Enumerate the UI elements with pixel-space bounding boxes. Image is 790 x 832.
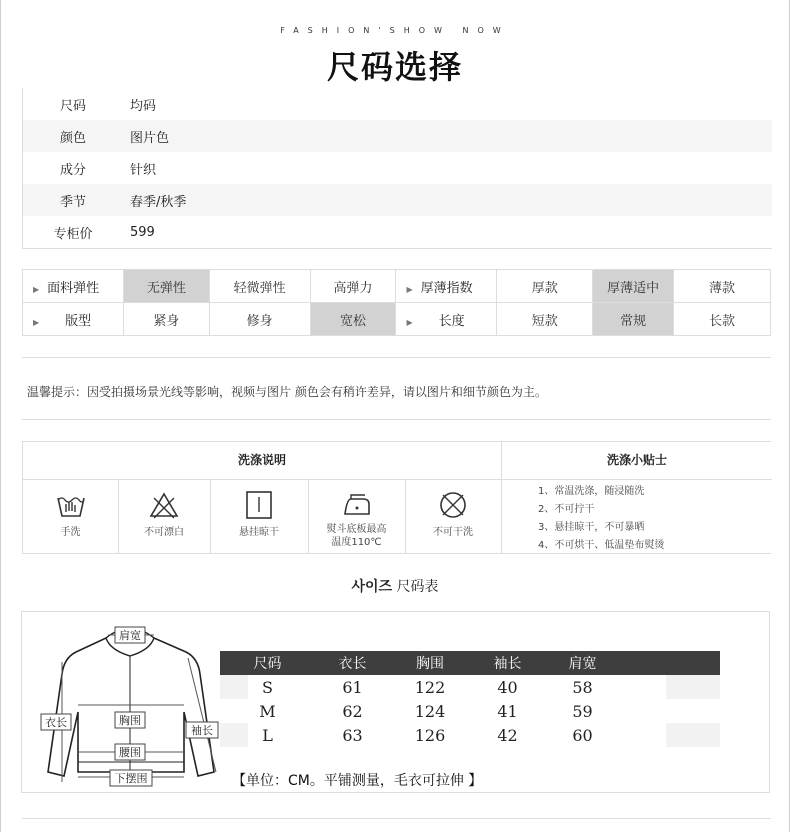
fit-option: 紧身 — [123, 303, 209, 336]
size-cell: 59 — [572, 701, 593, 721]
elasticity-option: 无弹性 — [123, 270, 209, 303]
size-table-header — [220, 651, 720, 675]
info-value: 均码 — [130, 98, 157, 114]
info-row — [23, 184, 772, 216]
length-header: ▶ 长度 — [396, 303, 497, 336]
size-cell: 124 — [414, 701, 446, 721]
size-cell: S — [262, 677, 273, 697]
size-row — [220, 675, 720, 699]
length-option: 常规 — [593, 303, 674, 336]
triangle-right-icon: ▶ — [33, 284, 40, 294]
care-item-hang-dry — [210, 479, 309, 554]
size-cell: 63 — [342, 725, 363, 745]
length-label: 衣长 — [45, 716, 67, 729]
size-cell: 41 — [497, 701, 518, 721]
page-title: 尺码选择 — [326, 48, 463, 86]
thickness-option: 厚薄适中 — [593, 270, 674, 303]
thickness-header: ▶ 厚薄指数 — [396, 270, 497, 303]
triangle-right-icon: ▶ — [406, 317, 413, 327]
size-cell: 40 — [497, 677, 518, 697]
left-border — [0, 0, 1, 832]
size-header-cell: 衣长 — [338, 656, 367, 672]
size-table — [220, 651, 720, 747]
info-row — [23, 216, 772, 248]
care-item-no-bleach — [118, 479, 211, 554]
care-label: 熨斗底板最高 温度110℃ — [326, 524, 387, 548]
care-tip: 1、常温洗涤，随浸随洗 — [538, 486, 645, 497]
size-cell: M — [259, 701, 276, 721]
shoulder-label: 肩宽 — [119, 629, 141, 642]
elasticity-header: ▶ 面料弹性 — [23, 270, 124, 303]
attribute-row — [23, 270, 771, 303]
size-header-cell: 胸围 — [416, 656, 444, 672]
thickness-option: 薄款 — [674, 270, 771, 303]
unit-note: 【单位：CM。平铺测量，毛衣可拉伸 】 — [232, 773, 483, 789]
hang-dry-icon — [243, 490, 275, 520]
iron-icon — [341, 490, 373, 520]
info-row — [23, 88, 772, 120]
info-row — [23, 120, 772, 152]
info-value: 图片色 — [130, 130, 170, 146]
size-row — [220, 699, 720, 723]
sleeve-label: 袖长 — [191, 724, 213, 737]
fit-option: 修身 — [209, 303, 310, 336]
info-value: 春季/秋季 — [130, 194, 187, 210]
divider — [22, 419, 771, 420]
care-tip: 2、不可拧干 — [538, 504, 595, 515]
attribute-row — [23, 303, 771, 336]
care-section — [22, 441, 771, 554]
elasticity-option: 轻微弹性 — [209, 270, 310, 303]
care-title: 洗涤说明 — [23, 442, 501, 480]
care-tip: 4、不可烘干、低温垫布熨烫 — [538, 540, 665, 551]
info-row — [23, 152, 772, 184]
care-label: 悬挂晾干 — [239, 527, 279, 538]
hem-label: 下摆围 — [114, 772, 148, 785]
triangle-right-icon: ▶ — [406, 284, 413, 294]
header-subtitle: FASHION'SHOW NOW — [280, 26, 510, 35]
thickness-option: 厚款 — [497, 270, 593, 303]
size-header-cell: 尺码 — [253, 656, 282, 672]
size-cell: 122 — [414, 677, 446, 697]
size-cell: L — [262, 725, 273, 745]
care-item-no-dry-clean — [405, 479, 502, 554]
info-value: 针织 — [130, 162, 157, 178]
hand-wash-icon — [55, 490, 87, 520]
length-option: 短款 — [497, 303, 593, 336]
care-tip: 3、悬挂晾干，不可暴晒 — [538, 522, 645, 533]
size-cell: 126 — [414, 725, 446, 745]
care-item-hand-wash — [23, 479, 119, 554]
size-cell: 42 — [497, 725, 518, 745]
product-info-table — [22, 88, 772, 249]
info-key: 专柜价 — [53, 226, 93, 242]
size-row — [220, 723, 720, 747]
care-item-iron — [308, 479, 406, 554]
divider — [22, 357, 771, 358]
size-header-cell: 肩宽 — [568, 656, 597, 672]
fit-header: ▶ 版型 — [23, 303, 124, 336]
info-key: 季节 — [59, 194, 86, 210]
info-key: 成分 — [59, 162, 86, 178]
care-label: 不可漂白 — [144, 527, 184, 538]
care-label: 手洗 — [60, 527, 81, 538]
attribute-grid — [22, 269, 771, 336]
waist-label: 腰围 — [119, 746, 141, 759]
sweater-diagram-icon — [38, 622, 223, 790]
elasticity-option: 高弹力 — [310, 270, 396, 303]
size-cell: 61 — [342, 677, 363, 697]
divider — [22, 818, 771, 819]
care-label: 不可干洗 — [433, 527, 473, 538]
notice-text: 温馨提示：因受拍摄场景光线等影响，视频与图片 颜色会有稍许差异，请以图片和细节颜色为主。 — [27, 385, 547, 399]
size-cell: 62 — [342, 701, 363, 721]
length-option: 长款 — [674, 303, 771, 336]
info-key: 尺码 — [59, 98, 86, 114]
size-cell: 60 — [572, 725, 593, 745]
chest-label: 胸围 — [119, 714, 141, 727]
size-header-cell: 袖长 — [493, 656, 522, 672]
info-key: 颜色 — [59, 130, 86, 146]
no-bleach-icon — [148, 490, 180, 520]
size-chart-title: 사이즈 尺码表 — [351, 579, 439, 595]
fit-option: 宽松 — [310, 303, 396, 336]
triangle-right-icon: ▶ — [33, 317, 40, 327]
info-value: 599 — [130, 224, 155, 240]
size-cell: 58 — [572, 677, 593, 697]
care-tips-list — [501, 479, 772, 554]
care-tips-title: 洗涤小贴士 — [501, 442, 772, 480]
no-dry-clean-icon — [437, 490, 469, 520]
